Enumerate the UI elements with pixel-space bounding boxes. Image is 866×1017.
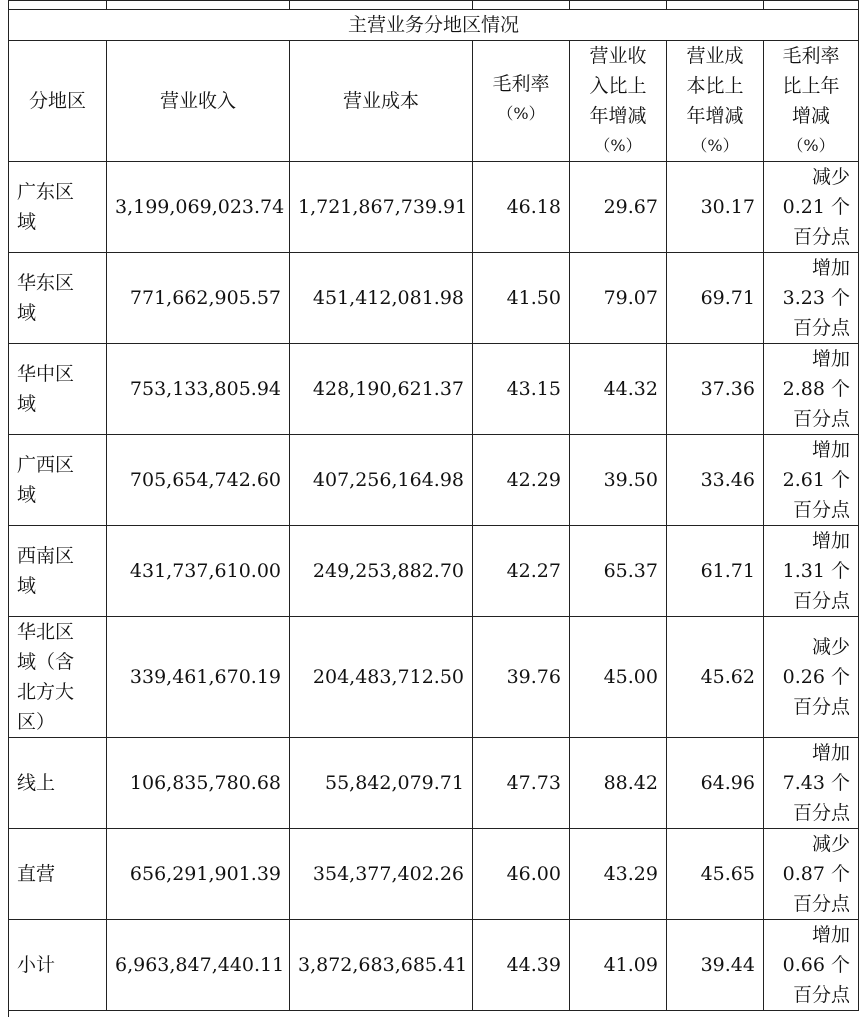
region-cell (9, 617, 107, 738)
region-name-line: 区） (17, 707, 98, 737)
table-row (9, 617, 859, 738)
stub-cell (290, 1, 473, 10)
region-name-line: 西南区 (17, 541, 98, 571)
margin-change-cell (764, 162, 859, 253)
margin-change-line: 百分点 (772, 404, 850, 434)
table-row (9, 920, 859, 1011)
table-row (9, 526, 859, 617)
revenue-yoy-cell: 29.67 (570, 162, 667, 253)
cost-cell: 3,872,683,685.41 (290, 920, 473, 1011)
cost-yoy-cell: 64.96 (667, 738, 764, 829)
header-line: （%） (574, 131, 662, 161)
revenue-cell: 705,654,742.60 (107, 435, 290, 526)
header-gross-margin (473, 41, 570, 162)
cost-yoy-cell: 30.17 (667, 162, 764, 253)
region-name-line: 华东区 (17, 268, 98, 298)
header-line: 毛利率 (477, 69, 565, 99)
gross-margin-cell: 44.39 (473, 920, 570, 1011)
cost-yoy-cell: 45.65 (667, 829, 764, 920)
margin-change-cell (764, 829, 859, 920)
regional-business-table-container (8, 0, 858, 1017)
margin-change-cell (764, 435, 859, 526)
revenue-yoy-cell: 45.00 (570, 617, 667, 738)
margin-change-line: 增加 (772, 526, 850, 556)
revenue-cell: 3,199,069,023.74 (107, 162, 290, 253)
header-revenue: 营业收入 (107, 41, 290, 162)
margin-change-line: 0.26 个 (772, 662, 850, 692)
table-row (9, 738, 859, 829)
gross-margin-cell: 46.18 (473, 162, 570, 253)
section-title-row (9, 10, 859, 41)
revenue-yoy-cell: 88.42 (570, 738, 667, 829)
header-line: 入比上 (574, 71, 662, 101)
revenue-cell: 106,835,780.68 (107, 738, 290, 829)
margin-change-cell (764, 526, 859, 617)
margin-change-cell (764, 738, 859, 829)
header-row (9, 41, 859, 162)
stub-cell (107, 1, 290, 10)
margin-change-line: 百分点 (772, 692, 850, 722)
header-line: 比上年 (768, 71, 854, 101)
cost-yoy-cell: 45.62 (667, 617, 764, 738)
region-cell (9, 920, 107, 1011)
margin-change-line: 增加 (772, 344, 850, 374)
cost-cell: 407,256,164.98 (290, 435, 473, 526)
header-line: （%） (768, 131, 854, 161)
region-name-line: 域 (17, 298, 98, 328)
revenue-yoy-cell: 39.50 (570, 435, 667, 526)
margin-change-line: 3.23 个 (772, 283, 850, 313)
header-cost: 营业成本 (290, 41, 473, 162)
region-name-line: 域 (17, 571, 98, 601)
table-row (9, 829, 859, 920)
table-row (9, 162, 859, 253)
regional-business-table (8, 0, 859, 1017)
region-name-line: 线上 (17, 768, 98, 798)
cost-yoy-cell: 37.36 (667, 344, 764, 435)
margin-change-line: 百分点 (772, 495, 850, 525)
cost-cell: 204,483,712.50 (290, 617, 473, 738)
margin-change-line: 2.61 个 (772, 465, 850, 495)
margin-change-line: 减少 (772, 632, 850, 662)
margin-change-line: 减少 (772, 829, 850, 859)
header-line: （%） (477, 99, 565, 129)
header-line: 本比上 (671, 71, 759, 101)
margin-change-cell (764, 617, 859, 738)
margin-change-line: 百分点 (772, 586, 850, 616)
cost-yoy-cell: 69.71 (667, 253, 764, 344)
header-line: 增减 (768, 101, 854, 131)
margin-change-cell (764, 344, 859, 435)
header-line: 年增减 (574, 101, 662, 131)
gross-margin-cell: 43.15 (473, 344, 570, 435)
stub-cell (570, 1, 667, 10)
header-line: （%） (671, 131, 759, 161)
cost-cell: 428,190,621.37 (290, 344, 473, 435)
region-name-line: 北方大 (17, 677, 98, 707)
margin-change-line: 百分点 (772, 313, 850, 343)
region-cell (9, 829, 107, 920)
table-row (9, 344, 859, 435)
revenue-yoy-cell: 41.09 (570, 920, 667, 1011)
region-cell (9, 526, 107, 617)
margin-change-line: 百分点 (772, 889, 850, 919)
margin-change-line: 减少 (772, 162, 850, 192)
region-name-line: 小计 (17, 950, 98, 980)
header-line: 营业成 (671, 41, 759, 71)
region-name-line: 华北区 (17, 617, 98, 647)
margin-change-line: 0.21 个 (772, 192, 850, 222)
header-line: 年增减 (671, 101, 759, 131)
cost-cell: 1,721,867,739.91 (290, 162, 473, 253)
table-row (9, 253, 859, 344)
region-name-line: 广西区 (17, 450, 98, 480)
header-line: 毛利率 (768, 41, 854, 71)
margin-change-line: 百分点 (772, 798, 850, 828)
revenue-yoy-cell: 44.32 (570, 344, 667, 435)
margin-change-line: 2.88 个 (772, 374, 850, 404)
cost-yoy-cell: 61.71 (667, 526, 764, 617)
stub-cell (667, 1, 764, 10)
revenue-yoy-cell: 43.29 (570, 829, 667, 920)
margin-change-cell (764, 920, 859, 1011)
gross-margin-cell: 42.29 (473, 435, 570, 526)
revenue-yoy-cell: 65.37 (570, 526, 667, 617)
margin-change-line: 0.87 个 (772, 859, 850, 889)
region-cell (9, 738, 107, 829)
stub-cell (9, 1, 107, 10)
region-name-line: 域 (17, 207, 98, 237)
revenue-cell: 753,133,805.94 (107, 344, 290, 435)
margin-change-line: 增加 (772, 253, 850, 283)
cost-yoy-cell: 33.46 (667, 435, 764, 526)
header-revenue-yoy (570, 41, 667, 162)
revenue-cell: 339,461,670.19 (107, 617, 290, 738)
region-name-line: 华中区 (17, 359, 98, 389)
previous-table-stub-row (9, 1, 859, 10)
region-name-line: 域 (17, 480, 98, 510)
margin-change-line: 1.31 个 (772, 556, 850, 586)
margin-change-line: 百分点 (772, 222, 850, 252)
cost-cell: 354,377,402.26 (290, 829, 473, 920)
revenue-cell: 656,291,901.39 (107, 829, 290, 920)
region-cell (9, 435, 107, 526)
margin-change-line: 增加 (772, 920, 850, 950)
table-row (9, 435, 859, 526)
region-name-line: 广东区 (17, 177, 98, 207)
margin-change-cell (764, 253, 859, 344)
header-region: 分地区 (9, 41, 107, 162)
stub-cell (473, 1, 570, 10)
cost-cell: 249,253,882.70 (290, 526, 473, 617)
header-margin-yoy (764, 41, 859, 162)
stub-cell (764, 1, 859, 10)
cost-cell: 55,842,079.71 (290, 738, 473, 829)
revenue-cell: 771,662,905.57 (107, 253, 290, 344)
gross-margin-cell: 41.50 (473, 253, 570, 344)
header-line: 营业收 (574, 41, 662, 71)
margin-change-line: 7.43 个 (772, 768, 850, 798)
margin-change-line: 增加 (772, 435, 850, 465)
header-cost-yoy (667, 41, 764, 162)
cost-cell: 451,412,081.98 (290, 253, 473, 344)
revenue-yoy-cell: 79.07 (570, 253, 667, 344)
revenue-cell: 431,737,610.00 (107, 526, 290, 617)
region-cell (9, 344, 107, 435)
region-name-line: 域（含 (17, 647, 98, 677)
gross-margin-cell: 39.76 (473, 617, 570, 738)
margin-change-line: 百分点 (772, 980, 850, 1010)
margin-change-line: 增加 (772, 738, 850, 768)
gross-margin-cell: 42.27 (473, 526, 570, 617)
gross-margin-cell: 47.73 (473, 738, 570, 829)
margin-change-line: 0.66 个 (772, 950, 850, 980)
revenue-cell: 6,963,847,440.11 (107, 920, 290, 1011)
region-name-line: 直营 (17, 859, 98, 889)
gross-margin-cell: 46.00 (473, 829, 570, 920)
region-name-line: 域 (17, 389, 98, 419)
cost-yoy-cell: 39.44 (667, 920, 764, 1011)
section-title: 主营业务分地区情况 (9, 10, 859, 41)
region-cell (9, 253, 107, 344)
region-cell (9, 162, 107, 253)
